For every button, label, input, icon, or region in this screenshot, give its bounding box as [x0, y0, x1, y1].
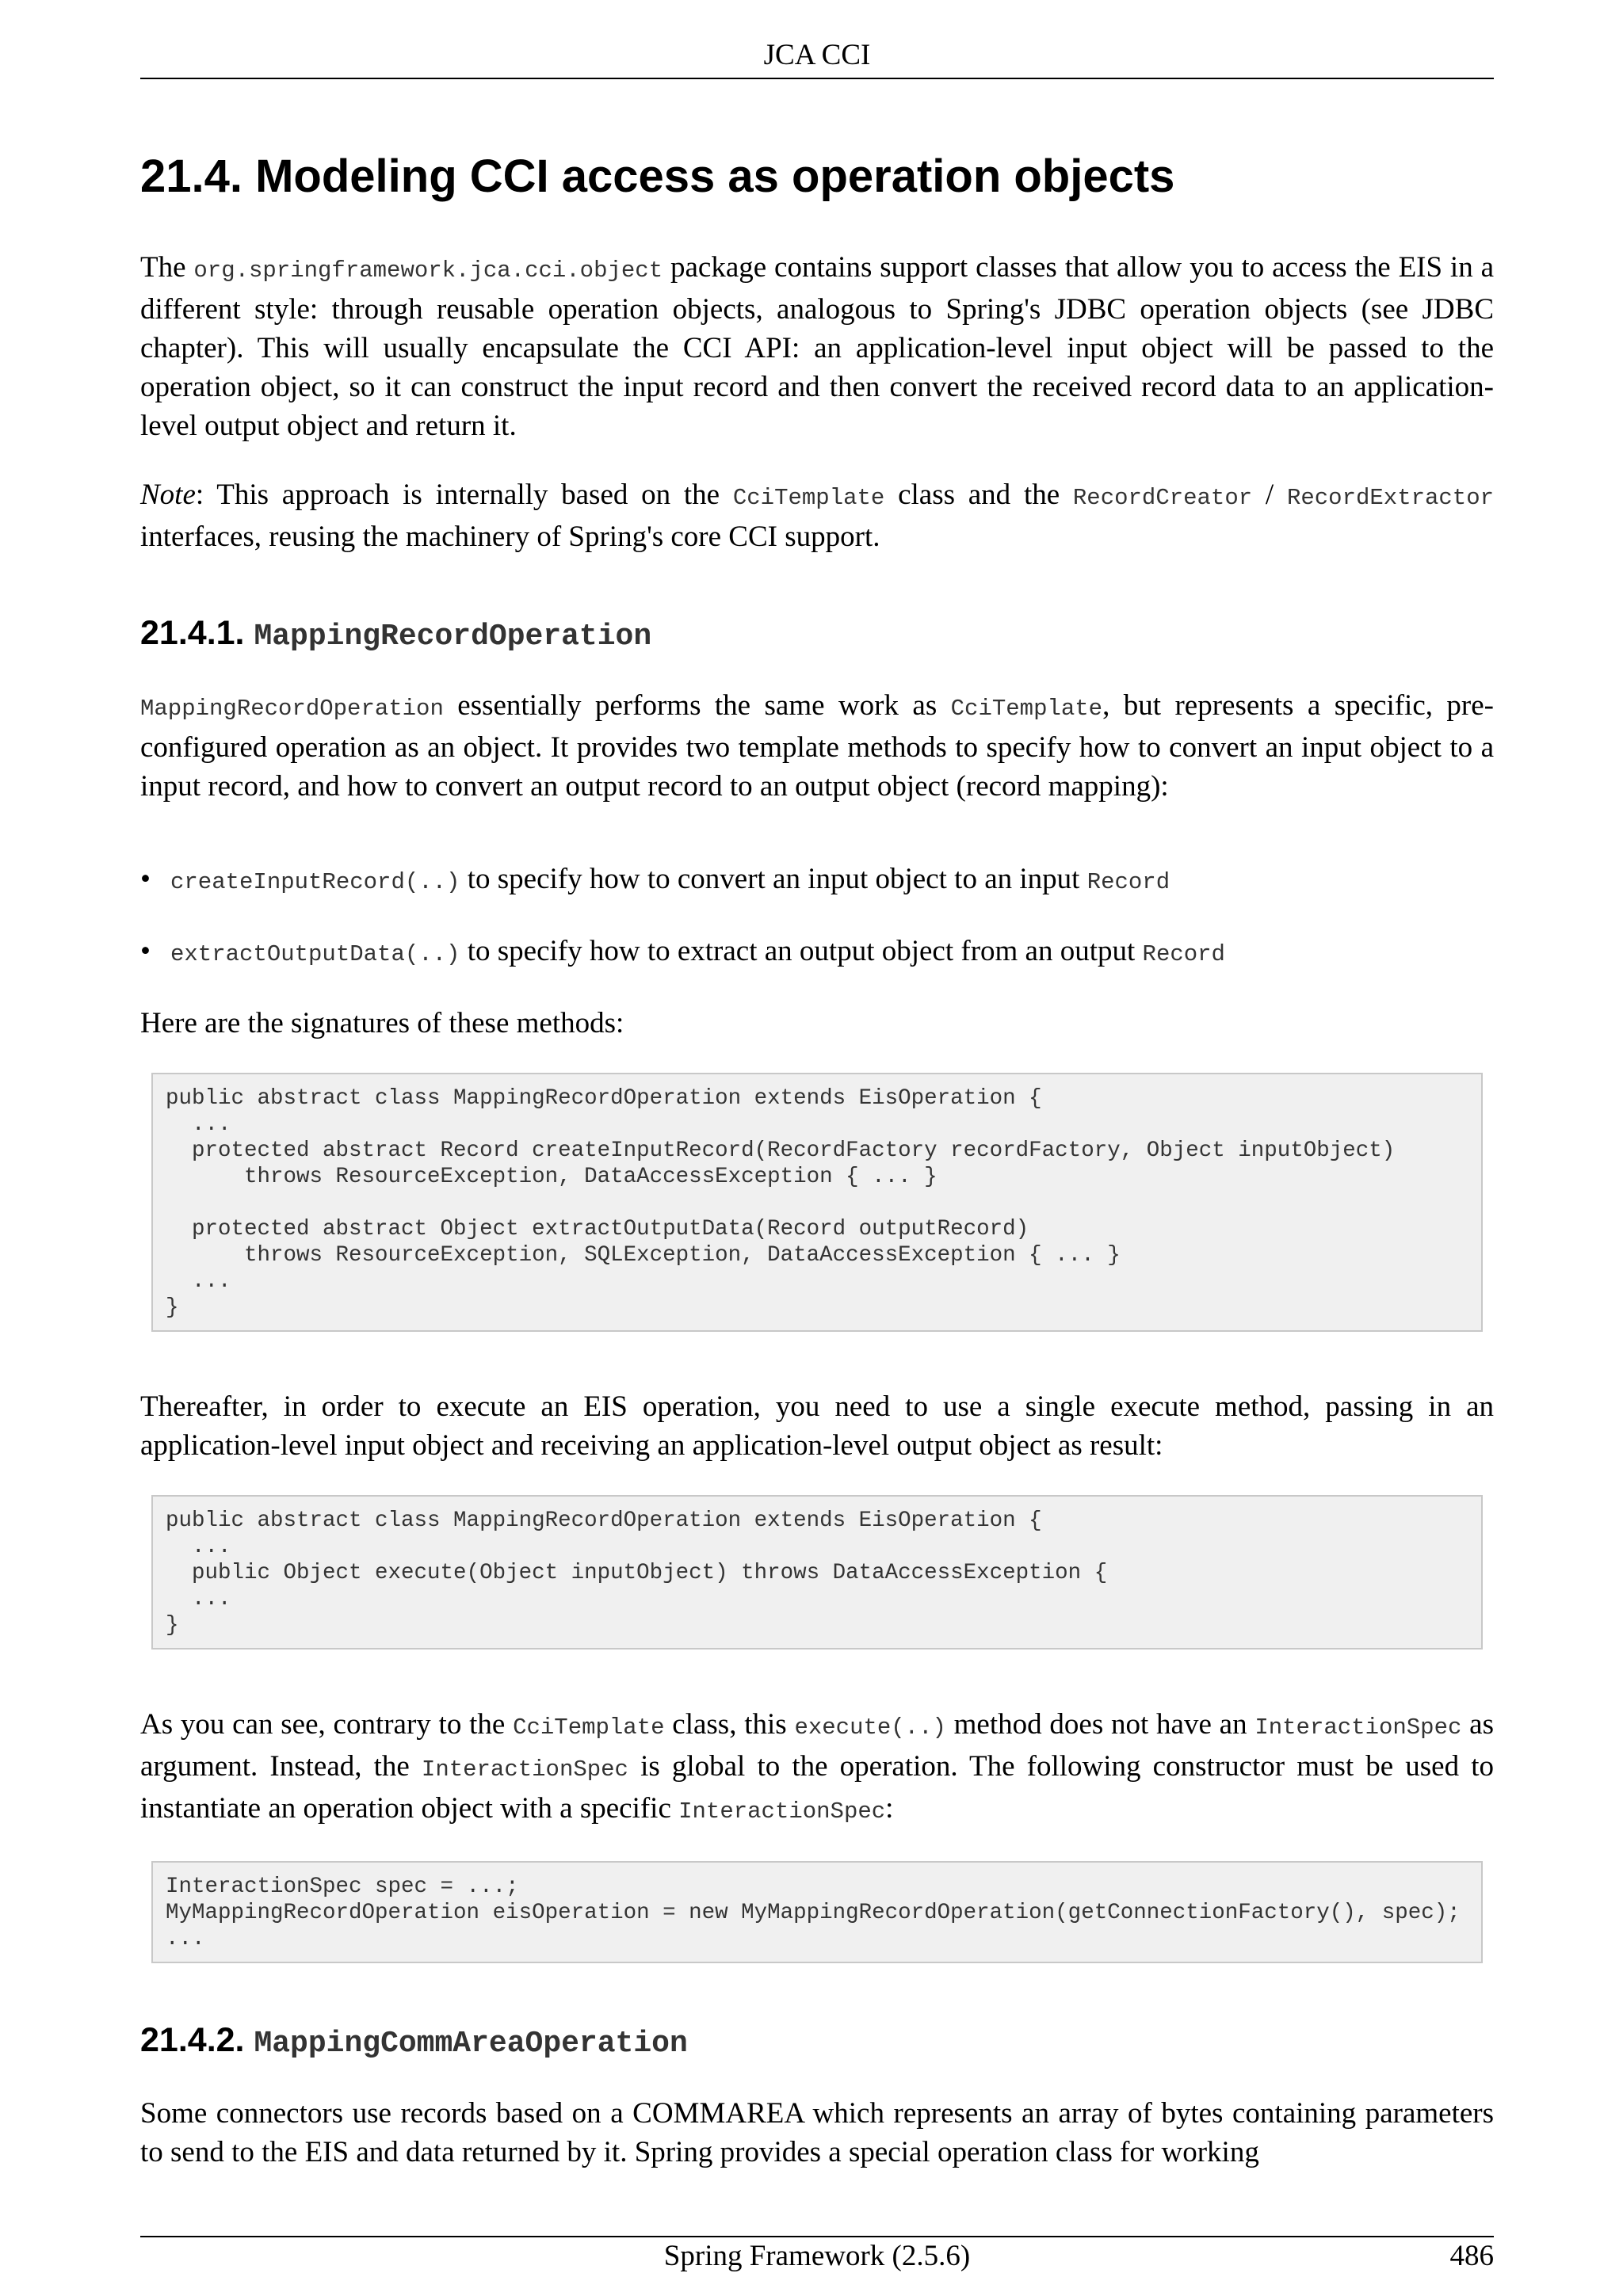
inline-code: Record	[1142, 941, 1225, 968]
code-block-constructor	[151, 1861, 1483, 1963]
text: :	[885, 1792, 894, 1825]
execute-paragraph: Thereafter, in order to execute an EIS operation, you need to use a single execute method, passing in an application-level input object and receiving an application-level output object as result:	[140, 1390, 1494, 1463]
code-listing: public abstract class MappingRecordOperation extends EisOperation { ... protected abstract Record createInputRecord(RecordFactory recordFactory, Object inputObject) throws ResourceException, DataAccessException { ... } protected abstract Object extractOutputData(Record outputRecord) throws ResourceException, SQLException, DataAccessException { ... } ... }	[166, 1086, 1396, 1321]
inline-code: CciTemplate	[732, 484, 885, 511]
subsection-number: 21.4.2.	[140, 2021, 254, 2060]
interaction-spec-paragraph	[140, 1705, 1494, 1831]
signatures-intro: Here are the signatures of these methods:	[140, 1007, 624, 1040]
method-list	[140, 860, 1494, 974]
subsection-title-1	[140, 613, 1494, 655]
note-label: Note	[140, 478, 196, 511]
inline-code: Record	[1086, 869, 1170, 896]
running-header: JCA CCI	[763, 39, 871, 71]
inline-code: RecordExtractor	[1286, 484, 1495, 511]
footer-rule	[140, 2236, 1494, 2237]
bullet: •	[140, 863, 151, 896]
note-paragraph	[140, 475, 1494, 556]
text: class, this	[664, 1708, 795, 1741]
mapping-record-paragraph	[140, 686, 1494, 806]
page-number: 486	[1449, 2240, 1494, 2272]
code-block-execute	[151, 1495, 1483, 1650]
intro-paragraph	[140, 248, 1494, 445]
bullet: •	[140, 935, 151, 968]
page-content	[140, 151, 1494, 2202]
commarea-paragraph: Some connectors use records based on a COMMAREA which represents an array of bytes containing parameters to send to the EIS and data returned by it. Spring provides a special operation class for working	[140, 2096, 1494, 2168]
inline-code: org.springframework.jca.cci.object	[193, 257, 663, 284]
text: to specify how to convert an input object to an input	[460, 863, 1087, 896]
text: class and the	[884, 478, 1073, 511]
text: The	[140, 250, 194, 284]
text: is global to the operation. The following constructor must be used to instantiate an operation object with a specific	[140, 1750, 1494, 1825]
inline-code: CciTemplate	[513, 1714, 665, 1741]
footer-title: Spring Framework (2.5.6)	[663, 2240, 971, 2272]
text: As you can see, contrary to the	[140, 1708, 514, 1741]
inline-code: execute(..)	[794, 1714, 946, 1741]
inline-code: extractOutputData(..)	[170, 941, 460, 968]
text: , but represents a specific, pre-configured operation as an object. It provides two template methods to specify how to convert an input object to a input record, and how to convert an output record to an output object (record mapping):	[140, 689, 1494, 803]
subsection-number: 21.4.1.	[140, 613, 254, 652]
inline-code: MappingRecordOperation	[140, 696, 444, 723]
text: : This approach is internally based on the	[195, 478, 733, 511]
inline-code: InteractionSpec	[1254, 1714, 1462, 1741]
list-item	[140, 932, 1494, 974]
inline-code: CciTemplate	[950, 696, 1103, 723]
text: package contains support classes that allow you to access the EIS in a different style: through reusable operation objects, analogous to Spring's JDBC operation objects (see JDBC chapter). This will usually encapsulate the CCI API: an application-level input object will be passed to the operation object, so it can construct the input record and then convert the received record data to an application-level output object and return it.	[140, 250, 1495, 442]
code-block-signatures	[151, 1073, 1483, 1332]
text: to specify how to extract an output object from an output	[460, 935, 1143, 968]
inline-code: RecordCreator	[1072, 484, 1253, 511]
text: interfaces, reusing the machinery of Spring's core CCI support.	[140, 520, 880, 553]
text: as argument. Instead, the	[140, 1708, 1494, 1783]
subsection-name: MappingCommAreaOperation	[254, 2027, 688, 2061]
code-listing: public abstract class MappingRecordOperation extends EisOperation { ... public Object execute(Object inputObject) throws DataAccessException { ... }	[166, 1508, 1108, 1638]
text: method does not have an	[945, 1708, 1255, 1741]
inline-code: InteractionSpec	[421, 1756, 628, 1783]
header-rule	[140, 78, 1494, 79]
subsection-title-2	[140, 2020, 1494, 2062]
list-item	[140, 860, 1494, 902]
subsection-name: MappingRecordOperation	[254, 619, 652, 654]
code-listing: InteractionSpec spec = ...; MyMappingRecordOperation eisOperation = new MyMappingRecordOperation(getConnectionFactory(), spec); ...	[166, 1875, 1461, 1952]
text: essentially performs the same work as	[443, 689, 951, 723]
inline-code: createInputRecord(..)	[170, 869, 460, 896]
text: /	[1252, 478, 1287, 511]
inline-code: InteractionSpec	[678, 1798, 886, 1825]
section-title: 21.4. Modeling CCI access as operation objects	[140, 151, 1175, 202]
